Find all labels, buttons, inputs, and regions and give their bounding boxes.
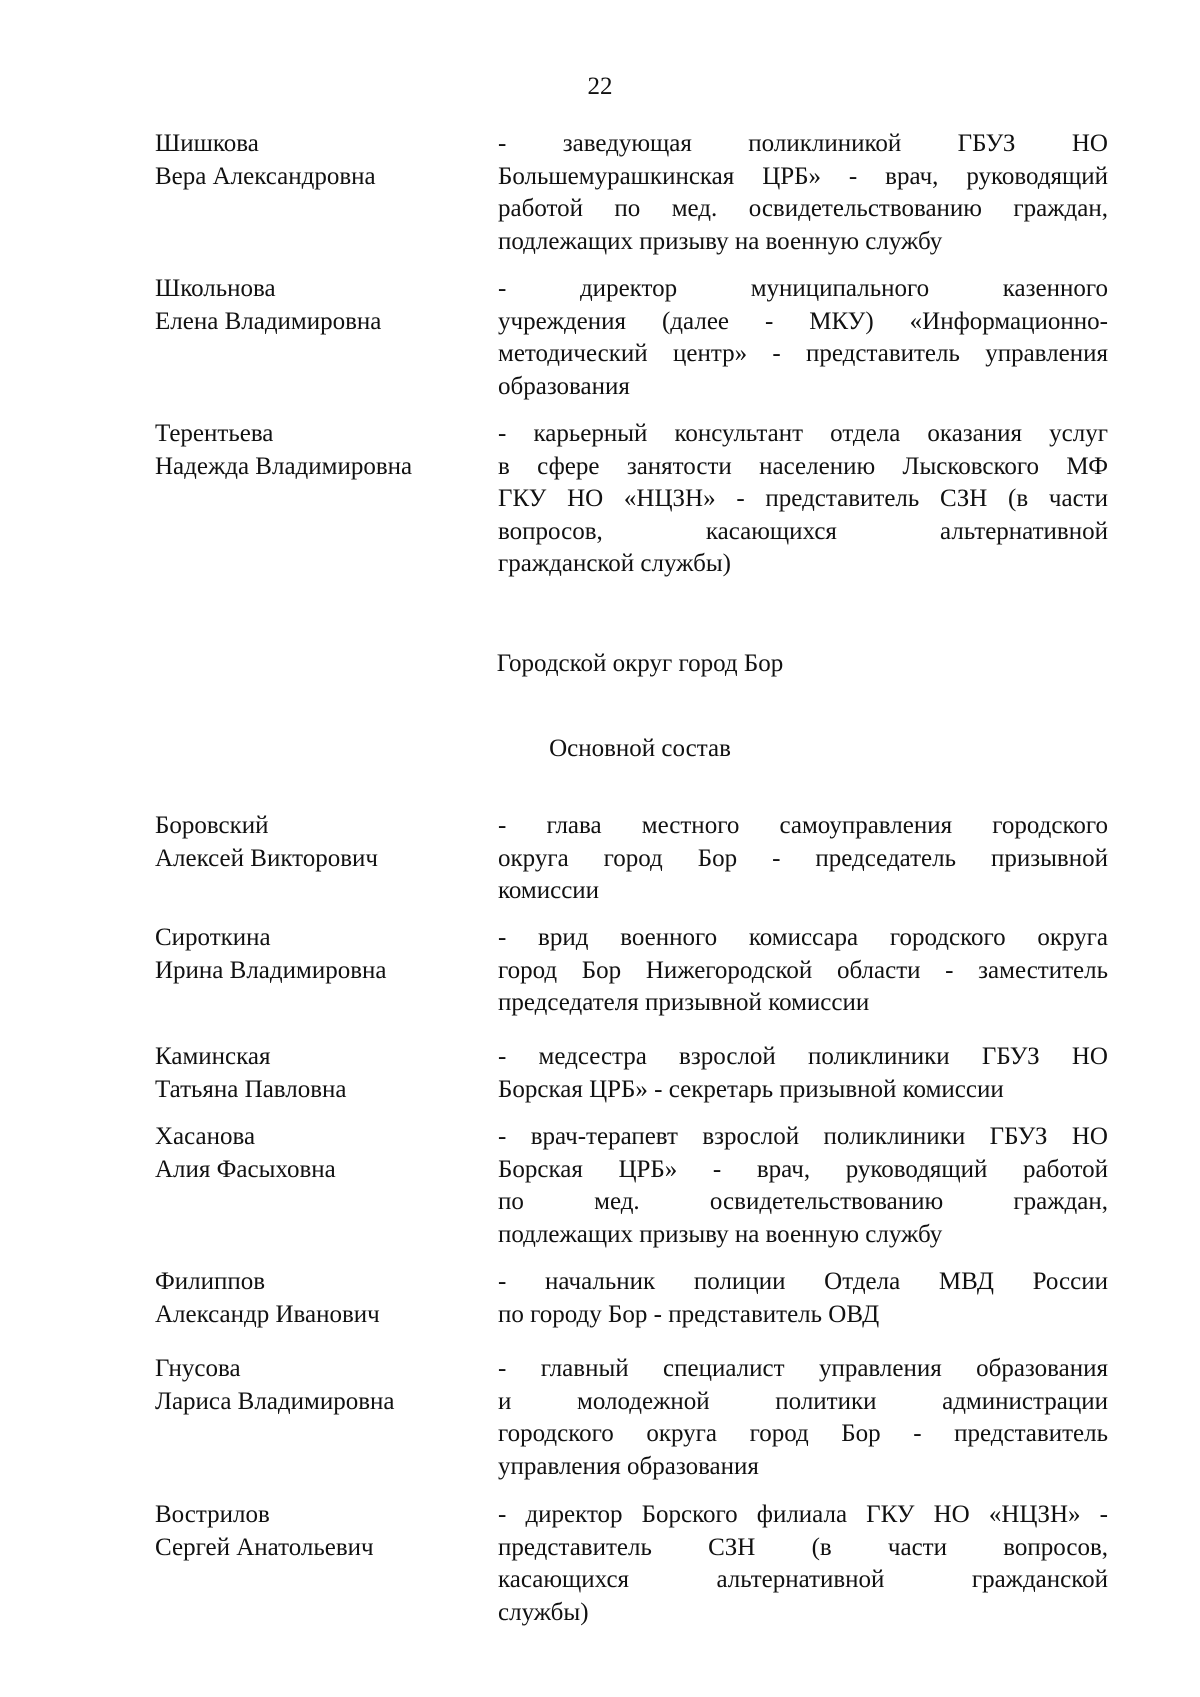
member-given-name: Александр Иванович bbox=[155, 1300, 380, 1328]
member-given-name: Елена Владимировна bbox=[155, 307, 382, 335]
role-line: учреждения (далее - МКУ) «Информационно- bbox=[498, 307, 1108, 335]
member-role bbox=[498, 922, 1108, 1020]
member-given-name: Лариса Владимировна bbox=[155, 1387, 395, 1415]
member-surname: Терентьева bbox=[155, 420, 274, 447]
role-line: представитель СЗН (в части вопросов, bbox=[498, 1533, 1108, 1561]
member-role bbox=[498, 1121, 1108, 1251]
role-line: председателя призывной комиссии bbox=[498, 989, 870, 1017]
member-role bbox=[498, 418, 1108, 581]
role-line: службы) bbox=[498, 1598, 589, 1626]
role-line: работой по мед. освидетельствованию граждан, bbox=[498, 195, 1108, 223]
member-given-name: Сергей Анатольевич bbox=[155, 1533, 374, 1561]
member-name bbox=[155, 1499, 485, 1564]
role-line: гражданской службы) bbox=[498, 550, 731, 578]
member-name bbox=[155, 922, 485, 987]
role-line: по мед. освидетельствованию граждан, bbox=[498, 1188, 1108, 1216]
role-line: управления образования bbox=[498, 1452, 759, 1480]
member-given-name: Алексей Викторович bbox=[155, 844, 378, 872]
member-name bbox=[155, 418, 485, 483]
role-line: методический центр» - представитель управления bbox=[498, 340, 1108, 368]
role-line: - директор муниципального казенного bbox=[498, 275, 1108, 302]
member-role bbox=[498, 810, 1108, 908]
role-line: подлежащих призыву на военную службу bbox=[498, 1220, 943, 1248]
role-line: - заведующая поликлиникой ГБУЗ НО bbox=[498, 130, 1108, 157]
member-given-name: Алия Фасыховна bbox=[155, 1155, 336, 1183]
member-given-name: Ирина Владимировна bbox=[155, 956, 387, 984]
role-line: образования bbox=[498, 372, 630, 400]
role-line: - карьерный консультант отдела оказания услуг bbox=[498, 420, 1108, 447]
member-role bbox=[498, 1041, 1108, 1106]
role-line: и молодежной политики администрации bbox=[498, 1387, 1108, 1415]
member-given-name: Татьяна Павловна bbox=[155, 1075, 347, 1103]
role-line: касающихся альтернативной гражданской bbox=[498, 1566, 1108, 1594]
role-line: по городу Бор - представитель ОВД bbox=[498, 1300, 880, 1328]
role-line: округа город Бор - председатель призывной bbox=[498, 844, 1108, 872]
role-line: - глава местного самоуправления городского bbox=[498, 812, 1108, 839]
role-line: - главный специалист управления образования bbox=[498, 1355, 1108, 1382]
role-line: Борская ЦРБ» - секретарь призывной комиссии bbox=[498, 1075, 1004, 1103]
section-title: Городской округ город Бор bbox=[496, 650, 784, 677]
member-surname: Сироткина bbox=[155, 924, 271, 951]
role-line: вопросов, касающихся альтернативной bbox=[498, 517, 1108, 545]
member-surname: Школьнова bbox=[155, 275, 276, 302]
role-line: Борская ЦРБ» - врач, руководящий работой bbox=[498, 1155, 1108, 1183]
member-role bbox=[498, 128, 1108, 258]
member-given-name: Вера Александровна bbox=[155, 162, 376, 190]
role-line: - врид военного комиссара городского округа bbox=[498, 924, 1108, 951]
member-role bbox=[498, 1353, 1108, 1483]
member-name bbox=[155, 1353, 485, 1418]
member-name bbox=[155, 1121, 485, 1186]
role-line: - директор Борского филиала ГКУ НО «НЦЗН» - bbox=[498, 1501, 1108, 1528]
role-line: - врач-терапевт взрослой поликлиники ГБУЗ НО bbox=[498, 1123, 1108, 1150]
member-name bbox=[155, 810, 485, 875]
member-surname: Шишкова bbox=[155, 130, 259, 157]
role-line: городского округа город Бор - представитель bbox=[498, 1420, 1108, 1448]
role-line: - начальник полиции Отдела МВД России bbox=[498, 1268, 1108, 1295]
role-line: город Бор Нижегородской области - заместитель bbox=[498, 956, 1108, 984]
subsection-title: Основной состав bbox=[549, 735, 731, 762]
member-surname: Гнусова bbox=[155, 1355, 241, 1382]
member-name bbox=[155, 128, 485, 193]
member-role bbox=[498, 1499, 1108, 1629]
member-name bbox=[155, 273, 485, 338]
role-line: подлежащих призыву на военную службу bbox=[498, 227, 943, 255]
member-surname: Хасанова bbox=[155, 1123, 256, 1150]
member-role bbox=[498, 1266, 1108, 1331]
member-surname: Филиппов bbox=[155, 1268, 266, 1295]
role-line: - медсестра взрослой поликлиники ГБУЗ НО bbox=[498, 1043, 1108, 1070]
member-surname: Боровский bbox=[155, 812, 269, 839]
member-surname: Вострилов bbox=[155, 1501, 270, 1528]
member-name bbox=[155, 1041, 485, 1106]
member-surname: Каминская bbox=[155, 1043, 271, 1070]
page-number: 22 bbox=[587, 73, 613, 100]
role-line: в сфере занятости населению Лысковского МФ bbox=[498, 452, 1108, 480]
role-line: Большемурашкинская ЦРБ» - врач, руководящий bbox=[498, 162, 1108, 190]
member-given-name: Надежда Владимировна bbox=[155, 452, 413, 480]
role-line: ГКУ НО «НЦЗН» - представитель СЗН (в части bbox=[498, 485, 1108, 513]
member-name bbox=[155, 1266, 485, 1331]
role-line: комиссии bbox=[498, 877, 600, 905]
member-role bbox=[498, 273, 1108, 403]
